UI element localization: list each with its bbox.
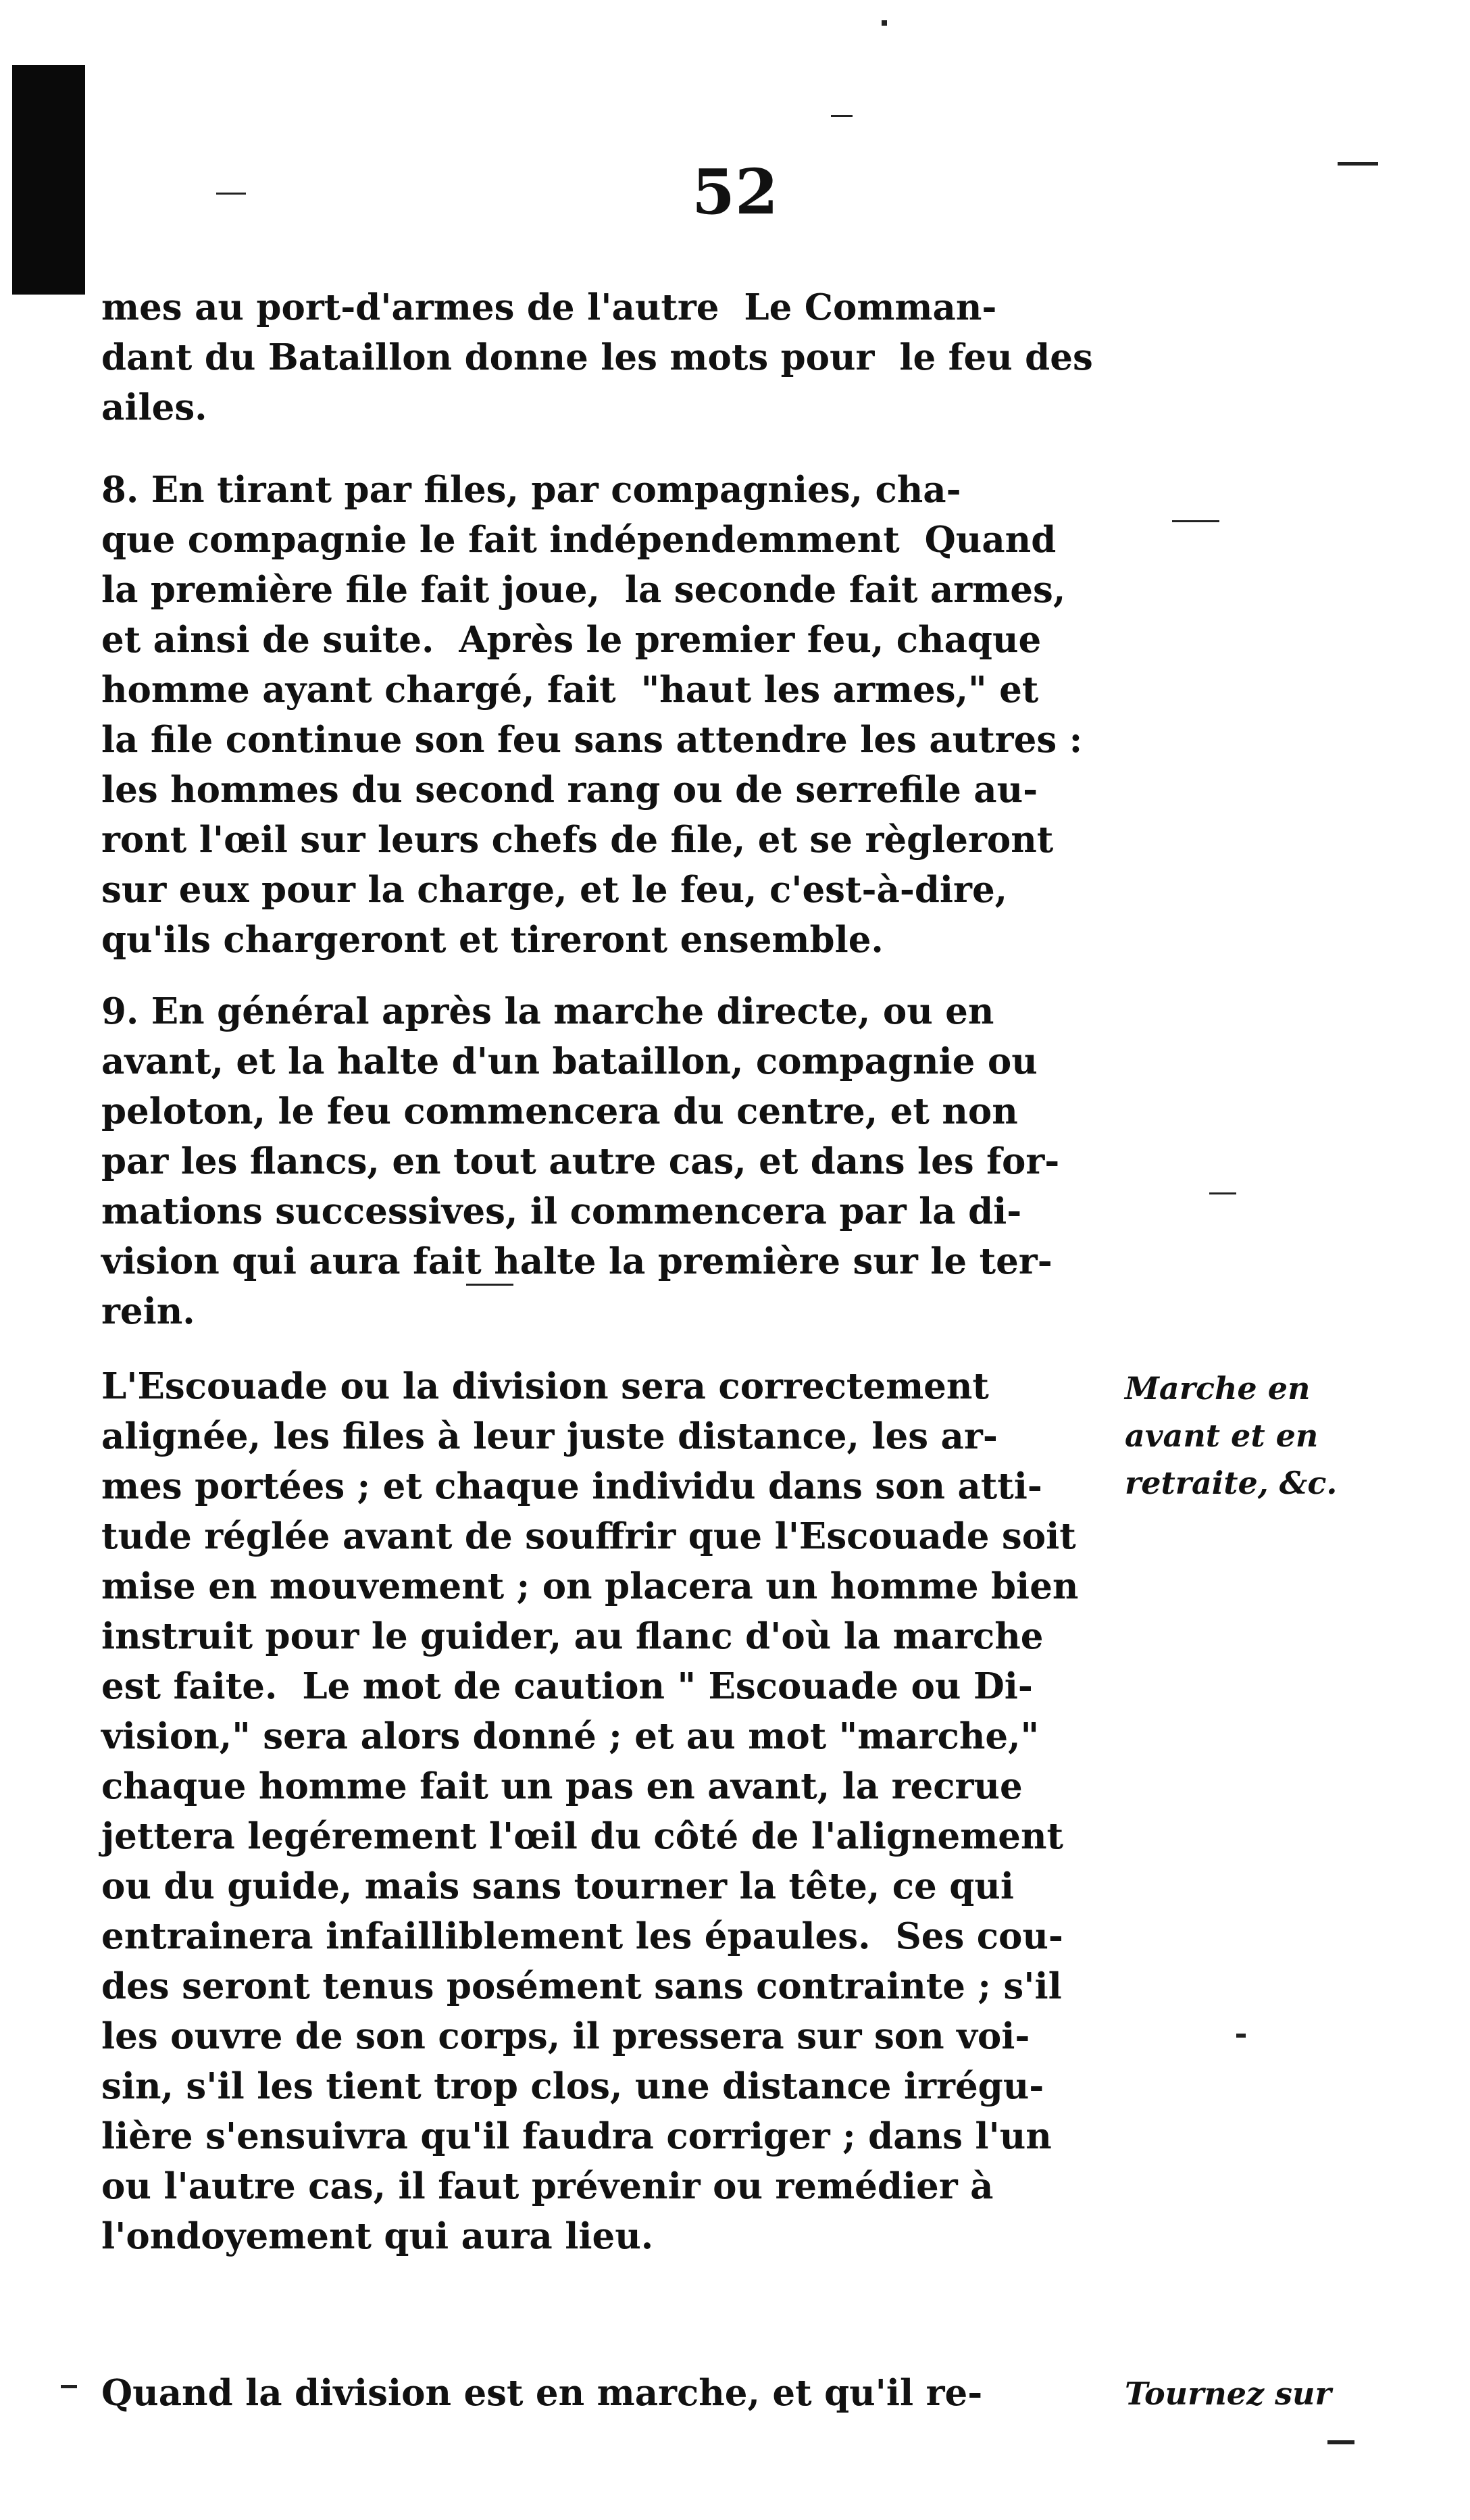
text-line: L'Escouade ou la division sera correctement — [101, 1365, 989, 1407]
scan-speck — [1327, 2440, 1354, 2444]
text-line: entrainera infailliblement les épaules. Ses cou- — [101, 1915, 1063, 1957]
text-line: ailes. — [101, 386, 207, 428]
text-line: homme ayant chargé, fait "haut les armes," et — [101, 669, 1039, 711]
text-line: 9. En général après la marche directe, ou en — [101, 990, 994, 1032]
margin-note-line: Tournez sur — [1125, 2375, 1332, 2412]
text-line: avant, et la halte d'un bataillon, compagnie ou — [101, 1040, 1038, 1082]
text-line: et ainsi de suite. Après le premier feu, chaque — [101, 619, 1042, 661]
text-line: l'ondoyement qui aura lieu. — [101, 2215, 654, 2257]
text-line: sur eux pour la charge, et le feu, c'est-à-dire, — [101, 869, 1008, 911]
text-line: que compagnie le fait indépendemment Quand — [101, 519, 1057, 561]
text-line: mes au port-d'armes de l'autre Le Comman- — [101, 286, 997, 328]
text-line: 8. En tirant par files, par compagnies, cha- — [101, 469, 961, 511]
paragraph-escouade — [101, 1361, 1101, 2261]
text-line: est faite. Le mot de caution " Escouade ou Di- — [101, 1665, 1033, 1707]
text-line: Quand la division est en marche, et qu'il re- — [101, 2372, 983, 2414]
text-line: peloton, le feu commencera du centre, et non — [101, 1090, 1018, 1132]
text-line: ou du guide, mais sans tourner la tête, ce qui — [101, 1865, 1014, 1907]
text-line: les hommes du second rang ou de serrefile au- — [101, 769, 1038, 811]
paragraph-quand — [101, 2368, 1101, 2418]
text-line: mations successives, il commencera par la di- — [101, 1190, 1022, 1232]
text-line: alignée, les files à leur juste distance, les ar- — [101, 1415, 998, 1457]
text-line: la file continue son feu sans attendre les autres : — [101, 719, 1083, 761]
text-line: instruit pour le guider, au flanc d'où la marche — [101, 1615, 1044, 1657]
text-line: les ouvre de son corps, il pressera sur son voi- — [101, 2015, 1030, 2057]
scan-speck — [1209, 1192, 1236, 1194]
text-line: qu'ils chargeront et tireront ensemble. — [101, 919, 884, 961]
text-line: mes portées ; et chaque individu dans son atti- — [101, 1465, 1042, 1507]
text-line: vision qui aura fait halte la première sur le ter- — [101, 1240, 1053, 1282]
margin-note-tournez — [1125, 2370, 1415, 2417]
text-line: chaque homme fait un pas en avant, la recrue — [101, 1765, 1023, 1807]
paragraph-8 — [101, 465, 1101, 965]
page-number: 52 — [691, 155, 779, 228]
text-line: mise en mouvement ; on placera un homme bien — [101, 1565, 1079, 1607]
text-line: par les flancs, en tout autre cas, et dans les for- — [101, 1140, 1060, 1182]
margin-note-line: avant et en — [1125, 1417, 1319, 1454]
text-line: jettera legérement l'œil du côté de l'alignement — [101, 1815, 1064, 1857]
paragraph-9 — [101, 986, 1101, 1336]
scan-speck — [831, 115, 853, 117]
scan-speck — [1236, 2034, 1246, 2038]
text-line: lière s'ensuivra qu'il faudra corriger ; dans l'un — [101, 2115, 1052, 2157]
scan-speck — [1338, 162, 1378, 166]
margin-note-line: Marche en — [1125, 1370, 1311, 1407]
text-line: rein. — [101, 1290, 195, 1332]
text-line: dant du Bataillon donne les mots pour le feu des — [101, 336, 1093, 378]
scan-speck — [466, 1284, 513, 1286]
text-line: ront l'œil sur leurs chefs de file, et se règleront — [101, 819, 1054, 861]
text-line: tude réglée avant de souffrir que l'Escouade soit — [101, 1515, 1076, 1557]
margin-note-marche — [1125, 1365, 1415, 1507]
scan-speck — [216, 193, 246, 195]
scan-speck — [1172, 520, 1219, 522]
margin-note-line: retraite, &c. — [1125, 1465, 1338, 1501]
scan-speck — [61, 2385, 77, 2388]
scan-speck — [882, 20, 887, 26]
text-line: sin, s'il les tient trop clos, une distance irrégu- — [101, 2065, 1044, 2107]
paragraph-continuation — [101, 282, 1101, 432]
text-line: la première file fait joue, la seconde fait armes, — [101, 569, 1066, 611]
text-line: ou l'autre cas, il faut prévenir ou remédier à — [101, 2165, 994, 2207]
text-line: vision," sera alors donné ; et au mot "marche," — [101, 1715, 1040, 1757]
text-line: des seront tenus posément sans contrainte ; s'il — [101, 1965, 1062, 2007]
